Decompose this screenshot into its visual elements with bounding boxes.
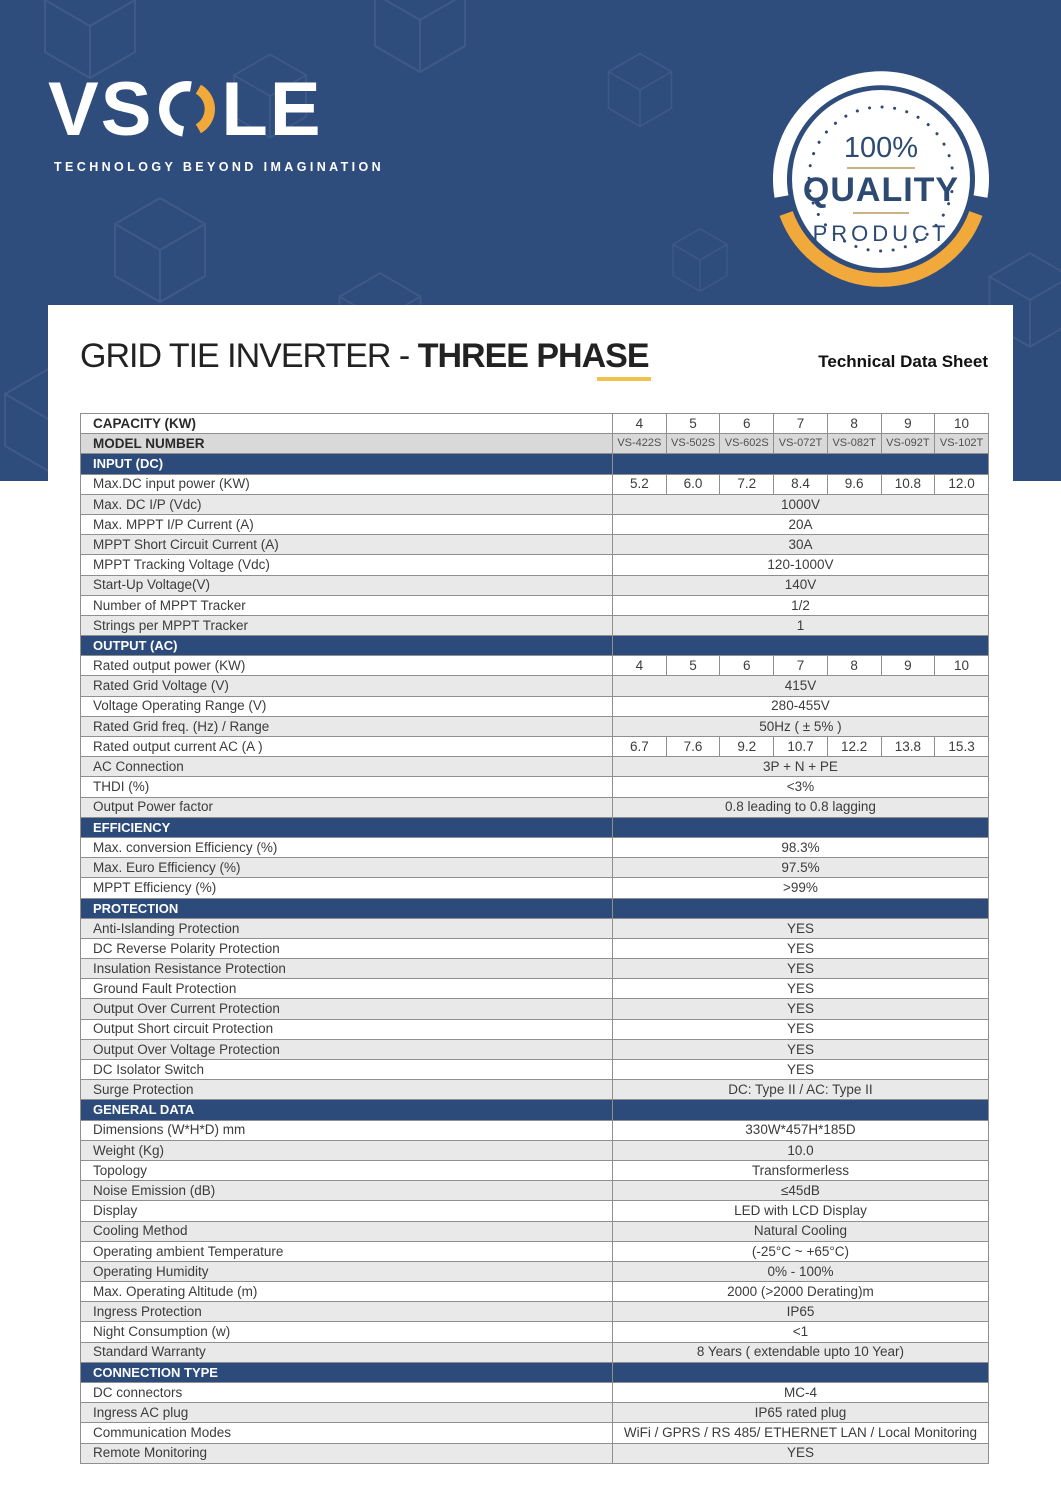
table-row <box>81 555 989 575</box>
capacity-value: 7 <box>774 414 828 434</box>
spec-value: ≤45dB <box>613 1181 989 1201</box>
capacity-value: 8 <box>827 414 881 434</box>
content-card <box>48 305 1013 1500</box>
table-row <box>81 999 989 1019</box>
table-row <box>81 918 989 938</box>
spec-value: 8.4 <box>774 474 828 494</box>
table-row <box>81 1221 989 1241</box>
spec-value: >99% <box>613 878 989 898</box>
spec-label: Display <box>81 1201 613 1221</box>
spec-label: Noise Emission (dB) <box>81 1181 613 1201</box>
spec-value: <3% <box>613 777 989 797</box>
spec-label: Output Over Voltage Protection <box>81 1039 613 1059</box>
capacity-value: 9 <box>881 414 935 434</box>
table-row <box>81 1019 989 1039</box>
table-row <box>81 979 989 999</box>
spec-label: Insulation Resistance Protection <box>81 959 613 979</box>
spec-value: 98.3% <box>613 837 989 857</box>
logo-text-pre: VS <box>48 67 154 152</box>
spec-label: Rated Grid freq. (Hz) / Range <box>81 716 613 736</box>
spec-label: Cooling Method <box>81 1221 613 1241</box>
table-row <box>81 959 989 979</box>
table-row <box>81 878 989 898</box>
spec-value: YES <box>613 1039 989 1059</box>
table-row <box>81 494 989 514</box>
spec-label: AC Connection <box>81 757 613 777</box>
spec-label: Dimensions (W*H*D) mm <box>81 1120 613 1140</box>
table-row <box>81 535 989 555</box>
spec-value: 9.2 <box>720 737 774 757</box>
spec-value: 7 <box>774 656 828 676</box>
table-row <box>81 1140 989 1160</box>
table-row <box>81 696 989 716</box>
brand-logo <box>48 67 385 174</box>
section-header-spacer <box>613 898 989 918</box>
table-row <box>81 575 989 595</box>
spec-value: <1 <box>613 1322 989 1342</box>
section-header-spacer <box>613 817 989 837</box>
table-row <box>81 1423 989 1443</box>
spec-value: 6.7 <box>613 737 667 757</box>
section-header-spacer <box>613 454 989 474</box>
spec-value: YES <box>613 938 989 958</box>
table-row <box>81 656 989 676</box>
spec-value: 97.5% <box>613 858 989 878</box>
table-row <box>81 414 989 434</box>
table-row <box>81 1383 989 1403</box>
spec-value: 2000 (>2000 Derating)m <box>613 1282 989 1302</box>
capacity-label: CAPACITY (KW) <box>81 414 613 434</box>
spec-label: Operating ambient Temperature <box>81 1241 613 1261</box>
spec-value: 7.2 <box>720 474 774 494</box>
spec-value: 10.7 <box>774 737 828 757</box>
table-row <box>81 938 989 958</box>
table-row <box>81 898 989 918</box>
table-row <box>81 1181 989 1201</box>
spec-value: 5 <box>666 656 720 676</box>
section-header: OUTPUT (AC) <box>81 636 613 656</box>
spec-label: Max. DC I/P (Vdc) <box>81 494 613 514</box>
page-title <box>80 337 649 376</box>
spec-label: Standard Warranty <box>81 1342 613 1362</box>
spec-value: 0.8 leading to 0.8 lagging <box>613 797 989 817</box>
section-header-spacer <box>613 1100 989 1120</box>
model-value: VS-082T <box>827 434 881 454</box>
spec-value: 1 <box>613 615 989 635</box>
spec-label: Ingress AC plug <box>81 1403 613 1423</box>
spec-label: Ingress Protection <box>81 1302 613 1322</box>
table-row <box>81 1261 989 1281</box>
table-row <box>81 676 989 696</box>
section-header-spacer <box>613 1362 989 1382</box>
spec-value: IP65 rated plug <box>613 1403 989 1423</box>
table-row <box>81 1302 989 1322</box>
spec-value: YES <box>613 979 989 999</box>
spec-value: 13.8 <box>881 737 935 757</box>
table-row <box>81 1160 989 1180</box>
table-row <box>81 1322 989 1342</box>
spec-value: 12.0 <box>935 474 989 494</box>
spec-label: Topology <box>81 1160 613 1180</box>
spec-value: 1000V <box>613 494 989 514</box>
spec-value: 330W*457H*185D <box>613 1120 989 1140</box>
spec-table <box>80 413 989 1464</box>
table-row <box>81 858 989 878</box>
spec-value: (-25°C ~ +65°C) <box>613 1241 989 1261</box>
table-row <box>81 1039 989 1059</box>
spec-label: DC connectors <box>81 1383 613 1403</box>
badge-text-quality: QUALITY <box>802 171 960 209</box>
table-row <box>81 757 989 777</box>
table-row <box>81 454 989 474</box>
table-row <box>81 716 989 736</box>
table-row <box>81 837 989 857</box>
section-header: INPUT (DC) <box>81 454 613 474</box>
spec-label: DC Isolator Switch <box>81 1060 613 1080</box>
spec-label: Weight (Kg) <box>81 1140 613 1160</box>
section-header: PROTECTION <box>81 898 613 918</box>
quality-badge-icon <box>769 67 993 291</box>
spec-label: Start-Up Voltage(V) <box>81 575 613 595</box>
spec-value: Transformerless <box>613 1160 989 1180</box>
spec-value: 6 <box>720 656 774 676</box>
spec-value: DC: Type II / AC: Type II <box>613 1080 989 1100</box>
model-value: VS-502S <box>666 434 720 454</box>
spec-label: Voltage Operating Range (V) <box>81 696 613 716</box>
spec-value: YES <box>613 918 989 938</box>
table-row <box>81 1201 989 1221</box>
table-row <box>81 817 989 837</box>
spec-value: 9 <box>881 656 935 676</box>
spec-value: 5.2 <box>613 474 667 494</box>
brand-tagline: TECHNOLOGY BEYOND IMAGINATION <box>54 160 385 174</box>
spec-label: Max. MPPT I/P Current (A) <box>81 514 613 534</box>
spec-value: 1/2 <box>613 595 989 615</box>
spec-label: Operating Humidity <box>81 1261 613 1281</box>
spec-value: LED with LCD Display <box>613 1201 989 1221</box>
spec-value: 20A <box>613 514 989 534</box>
spec-value: 10.0 <box>613 1140 989 1160</box>
spec-value: IP65 <box>613 1302 989 1322</box>
capacity-value: 5 <box>666 414 720 434</box>
badge-text-product: PRODUCT <box>812 221 950 246</box>
spec-value: YES <box>613 959 989 979</box>
spec-label: MPPT Tracking Voltage (Vdc) <box>81 555 613 575</box>
spec-value: 4 <box>613 656 667 676</box>
spec-label: Surge Protection <box>81 1080 613 1100</box>
spec-label: DC Reverse Polarity Protection <box>81 938 613 958</box>
table-row <box>81 636 989 656</box>
spec-label: Night Consumption (w) <box>81 1322 613 1342</box>
spec-value: 10 <box>935 656 989 676</box>
spec-value: 8 Years ( extendable upto 10 Year) <box>613 1342 989 1362</box>
table-row <box>81 1282 989 1302</box>
spec-label: Max.DC input power (KW) <box>81 474 613 494</box>
spec-label: THDI (%) <box>81 777 613 797</box>
model-value: VS-072T <box>774 434 828 454</box>
section-header: CONNECTION TYPE <box>81 1362 613 1382</box>
spec-label: Output Over Current Protection <box>81 999 613 1019</box>
spec-label: Rated Grid Voltage (V) <box>81 676 613 696</box>
title-row <box>80 337 988 376</box>
logo-o-icon <box>156 78 218 140</box>
section-header-spacer <box>613 636 989 656</box>
table-row <box>81 595 989 615</box>
spec-value: 415V <box>613 676 989 696</box>
spec-value: 50Hz ( ± 5% ) <box>613 716 989 736</box>
spec-value: YES <box>613 999 989 1019</box>
spec-value: YES <box>613 1060 989 1080</box>
spec-label: Ground Fault Protection <box>81 979 613 999</box>
page-title-bold: THREE PHASE <box>417 337 649 375</box>
table-row <box>81 777 989 797</box>
table-row <box>81 737 989 757</box>
spec-value: 3P + N + PE <box>613 757 989 777</box>
table-row <box>81 1080 989 1100</box>
spec-label: Rated output current AC (A ) <box>81 737 613 757</box>
spec-label: Communication Modes <box>81 1423 613 1443</box>
spec-value: 9.6 <box>827 474 881 494</box>
table-row <box>81 1100 989 1120</box>
spec-value: 7.6 <box>666 737 720 757</box>
spec-label: Number of MPPT Tracker <box>81 595 613 615</box>
spec-value: 15.3 <box>935 737 989 757</box>
spec-label: Anti-Islanding Protection <box>81 918 613 938</box>
spec-value: 120-1000V <box>613 555 989 575</box>
sheet-label: Technical Data Sheet <box>818 352 988 371</box>
capacity-value: 4 <box>613 414 667 434</box>
spec-value: 280-455V <box>613 696 989 716</box>
spec-label: Remote Monitoring <box>81 1443 613 1463</box>
spec-value: WiFi / GPRS / RS 485/ ETHERNET LAN / Local Monitoring <box>613 1423 989 1443</box>
spec-value: YES <box>613 1019 989 1039</box>
spec-value: 30A <box>613 535 989 555</box>
table-row <box>81 1403 989 1423</box>
table-row <box>81 615 989 635</box>
table-row <box>81 1060 989 1080</box>
spec-label: MPPT Short Circuit Current (A) <box>81 535 613 555</box>
logo-wordmark <box>48 67 384 152</box>
spec-label: Output Power factor <box>81 797 613 817</box>
spec-label: MPPT Efficiency (%) <box>81 878 613 898</box>
capacity-value: 10 <box>935 414 989 434</box>
spec-label: Max. conversion Efficiency (%) <box>81 837 613 857</box>
table-row <box>81 434 989 454</box>
spec-label: Max. Operating Altitude (m) <box>81 1282 613 1302</box>
table-row <box>81 474 989 494</box>
table-row <box>81 1443 989 1463</box>
model-value: VS-602S <box>720 434 774 454</box>
spec-label: Output Short circuit Protection <box>81 1019 613 1039</box>
table-row <box>81 1362 989 1382</box>
spec-value: 140V <box>613 575 989 595</box>
section-header: GENERAL DATA <box>81 1100 613 1120</box>
spec-label: Max. Euro Efficiency (%) <box>81 858 613 878</box>
table-row <box>81 1342 989 1362</box>
spec-value: 8 <box>827 656 881 676</box>
section-header: EFFICIENCY <box>81 817 613 837</box>
table-row <box>81 797 989 817</box>
spec-value: YES <box>613 1443 989 1463</box>
quality-badge <box>769 67 993 291</box>
spec-value: MC-4 <box>613 1383 989 1403</box>
page-title-regular: GRID TIE INVERTER - <box>80 337 418 375</box>
table-row <box>81 1241 989 1261</box>
badge-text-100: 100% <box>843 132 919 164</box>
spec-value: 0% - 100% <box>613 1261 989 1281</box>
model-value: VS-102T <box>935 434 989 454</box>
model-label: MODEL NUMBER <box>81 434 613 454</box>
spec-value: 10.8 <box>881 474 935 494</box>
table-row <box>81 1120 989 1140</box>
table-row <box>81 514 989 534</box>
model-value: VS-422S <box>613 434 667 454</box>
spec-value: Natural Cooling <box>613 1221 989 1241</box>
logo-text-post: LE <box>221 67 323 152</box>
spec-table-body <box>81 414 989 1464</box>
spec-label: Rated output power (KW) <box>81 656 613 676</box>
model-value: VS-092T <box>881 434 935 454</box>
spec-value: 12.2 <box>827 737 881 757</box>
spec-label: Strings per MPPT Tracker <box>81 615 613 635</box>
capacity-value: 6 <box>720 414 774 434</box>
spec-value: 6.0 <box>666 474 720 494</box>
